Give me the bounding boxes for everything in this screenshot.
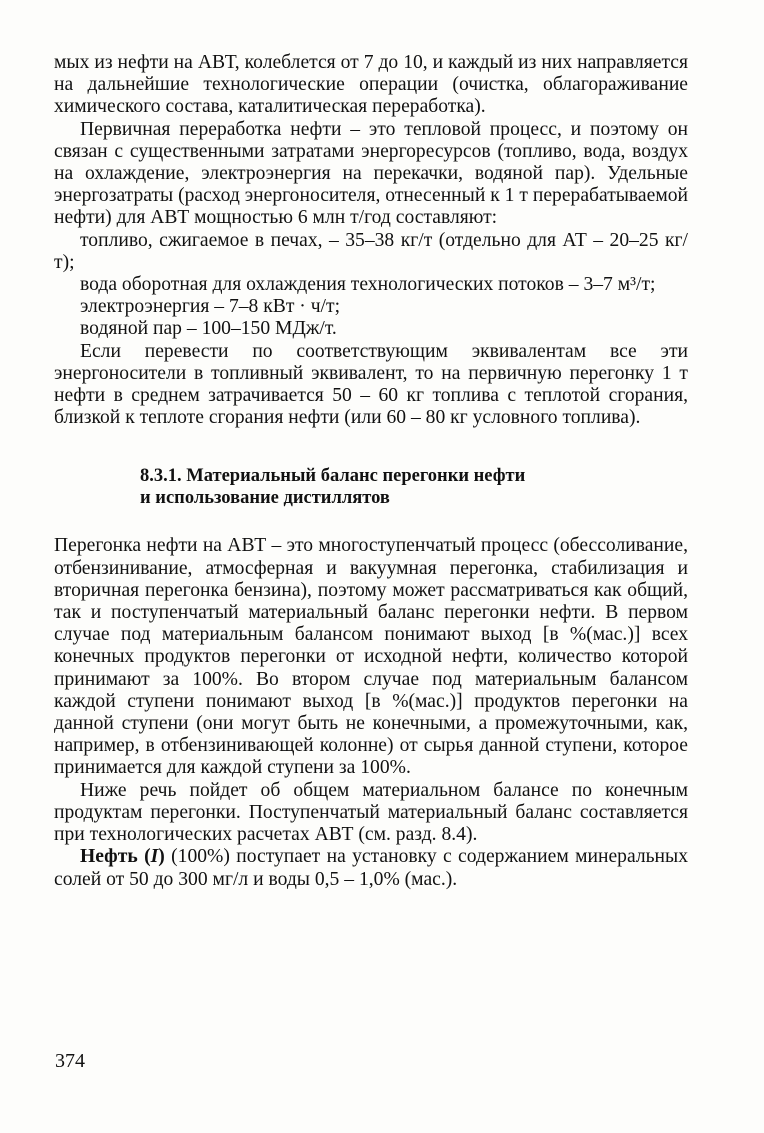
page-number: 374 [55, 1050, 85, 1072]
list-item-water: вода оборотная для охлаждения технологических потоков – 3–7 м³/т; [80, 274, 656, 296]
paragraph-general-balance: Ниже речь пойдет об общем материальном балансе по конечным продуктам перегонки. Поступенчатый материальный баланс составляется при технологических расчетах АВТ (см. разд. 8.4). [54, 779, 688, 846]
paragraph-energy-costs: Первичная переработка нефти – это тепловой процесс, и поэтому он связан с существенными затратами энергоресурсов (топливо, вода, воздух на охлаждение, электроэнергия на перекачки, водяной пар). Удельные энергозатраты (расход энергоносителя, отнесенный к 1 т перерабатываемой нефти) для АВТ мощностью 6 млн т/год составляют: [54, 118, 688, 229]
paragraph-crude-oil [54, 846, 688, 890]
page-text-block [54, 52, 688, 891]
section-heading-line2: и использование дистиллятов [140, 488, 390, 509]
paragraph-material-balance: Перегонка нефти на АВТ – это многоступенчатый процесс (обессоливание, отбензинивание, атмосферная и вакуумная перегонка, стабилизация и вторичная перегонка бензина), поэтому может рассматриваться как общий, так и поступенчатый материальный баланс перегонки нефти. В первом случае под материальным балансом понимают выход [в %(мас.)] всех конечных продуктов перегонки от исходной нефти, количество которой принимают за 100%. Во втором случае под материальным балансом каждой ступени понимают выход [в %(мас.)] продуктов перегонки на данной ступени (они могут быть не конечными, а промежуточными, как, например, в отбензинивающей колонне) от сырья данной ступени, которое принимается для каждой ступени за 100%. [54, 535, 688, 779]
crude-oil-text: (100%) поступает на установку с содержанием минеральных солей от 50 до 300 мг/л и воды 0,5 – 1,0% (мас.). [54, 846, 688, 890]
paragraph-fuel-equivalent: Если перевести по соответствующим эквивалентам все эти энергоносители в топливный эквивалент, то на первичную перегонку 1 т нефти в среднем затрачивается 50 – 60 кг топлива с теплотой сгорания, близкой к теплоте сгорания нефти (или 60 – 80 кг условного топлива). [54, 340, 688, 429]
ref-close: ) [158, 846, 165, 868]
ref-open: ( [144, 846, 151, 868]
paragraph-continuation: мых из нефти на АВТ, колеблется от 7 до 10, и каждый из них направляется на дальнейшие технологические операции (очистка, облагораживание химического состава, каталитическая переработка). [54, 52, 688, 118]
section-heading-line1: 8.3.1. Материальный баланс перегонки нефти [140, 466, 526, 487]
list-item-fuel: топливо, сжигаемое в печах, – 35–38 кг/т (отдельно для АТ – 20–25 кг/т); [54, 229, 688, 273]
list-item-electricity: электроэнергия – 7–8 кВт · ч/т; [80, 296, 341, 318]
ref-label: I [150, 846, 159, 868]
section-heading [140, 465, 688, 509]
list-item-steam: водяной пар – 100–150 МДж/т. [80, 318, 337, 340]
term-crude-oil: Нефть [80, 846, 138, 868]
